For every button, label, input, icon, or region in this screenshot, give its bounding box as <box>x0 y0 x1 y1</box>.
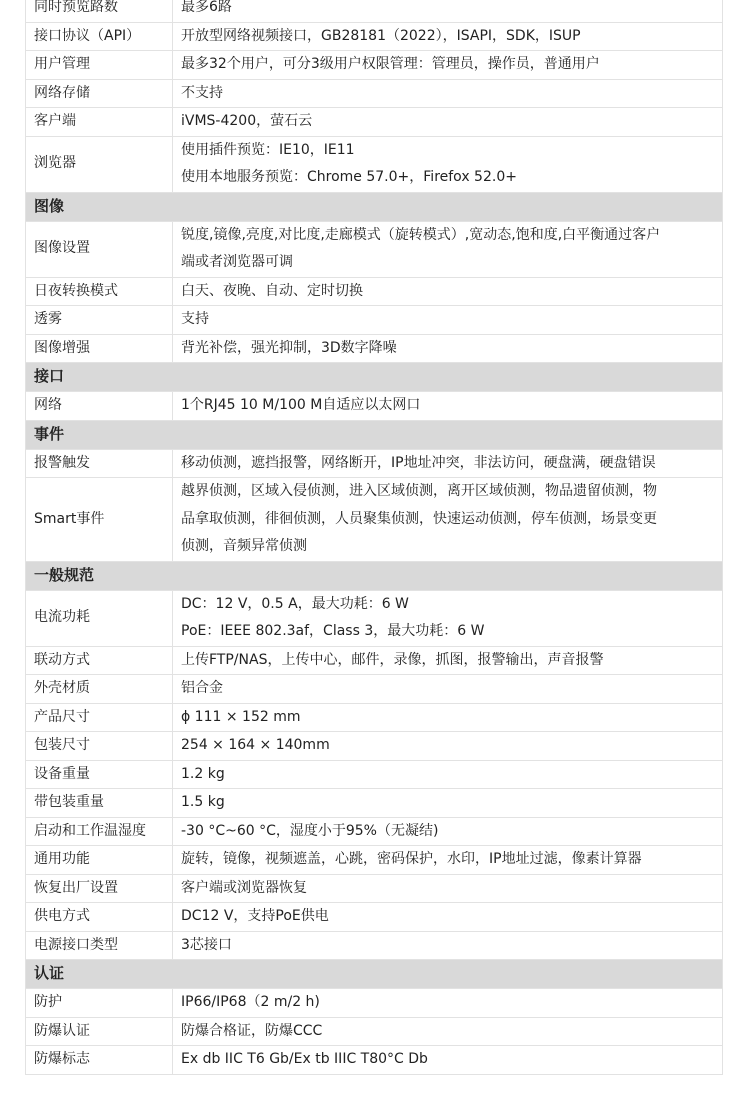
spec-key: 外壳材质 <box>26 675 173 704</box>
table-row <box>26 646 723 675</box>
spec-value <box>173 51 723 80</box>
spec-value-line: -30 °C~60 °C，湿度小于95%（无凝结) <box>181 822 439 839</box>
spec-value-line: 使用插件预览：IE10，IE11 <box>181 141 355 158</box>
spec-key: 启动和工作温湿度 <box>26 817 173 846</box>
table-row <box>26 874 723 903</box>
section-title: 图像 <box>26 192 723 221</box>
table-row <box>26 136 723 192</box>
spec-value-line: 端或者浏览器可调 <box>181 254 293 270</box>
spec-value <box>173 478 723 562</box>
table-row <box>26 703 723 732</box>
spec-value <box>173 0 723 22</box>
table-row <box>26 306 723 335</box>
section-header <box>26 192 723 221</box>
spec-value-line: IP66/IP68（2 m/2 h) <box>181 994 320 1010</box>
spec-value-line: 品拿取侦测，徘徊侦测，人员聚集侦测，快速运动侦测，停车侦测，场景变更 <box>181 510 657 527</box>
table-row <box>26 789 723 818</box>
spec-value <box>173 646 723 675</box>
spec-key: 图像设置 <box>26 221 173 277</box>
spec-value-line: DC：12 V，0.5 A，最大功耗：6 W <box>181 595 409 612</box>
spec-value-line: 最多32个用户，可分3级用户权限管理：管理员，操作员，普通用户 <box>181 56 600 72</box>
table-row <box>26 392 723 421</box>
spec-value <box>173 903 723 932</box>
spec-value-line: 旋转，镜像，视频遮盖，心跳，密码保护，水印，IP地址过滤，像素计算器 <box>181 851 642 867</box>
spec-key: 带包装重量 <box>26 789 173 818</box>
section-header <box>26 420 723 449</box>
table-row <box>26 79 723 108</box>
table-row <box>26 760 723 789</box>
spec-value <box>173 1046 723 1075</box>
spec-key: 供电方式 <box>26 903 173 932</box>
spec-key: 图像增强 <box>26 334 173 363</box>
spec-value-line: 客户端或浏览器恢复 <box>181 879 307 896</box>
table-row <box>26 1017 723 1046</box>
spec-key: 产品尺寸 <box>26 703 173 732</box>
spec-value-line: Ex db IIC T6 Gb/Ex tb IIIC T80°C Db <box>181 1051 428 1067</box>
spec-value-line: PoE：IEEE 802.3af，Class 3，最大功耗：6 W <box>181 623 485 639</box>
spec-key: 包装尺寸 <box>26 732 173 761</box>
spec-key: 网络 <box>26 392 173 421</box>
spec-value-line: 白天、夜晚、自动、定时切换 <box>181 282 363 299</box>
table-row <box>26 0 723 22</box>
spec-key: 防爆标志 <box>26 1046 173 1075</box>
spec-value <box>173 931 723 960</box>
spec-key: 防爆认证 <box>26 1017 173 1046</box>
spec-key: 电源接口类型 <box>26 931 173 960</box>
table-row <box>26 22 723 51</box>
spec-key: 客户端 <box>26 108 173 137</box>
table-row <box>26 931 723 960</box>
section-header <box>26 561 723 590</box>
spec-value-line: 上传FTP/NAS，上传中心，邮件，录像，抓图，报警输出，声音报警 <box>181 651 604 668</box>
spec-value-line: 侦测，音频异常侦测 <box>181 538 307 554</box>
section-header <box>26 363 723 392</box>
table-row <box>26 1046 723 1075</box>
spec-value-line: 最多6路 <box>181 0 232 15</box>
spec-value <box>173 79 723 108</box>
table-row <box>26 903 723 932</box>
spec-value-line: 铝合金 <box>181 680 223 696</box>
spec-value-line: 锐度,镜像,亮度,对比度,走廊模式（旋转模式）,宽动态,饱和度,白平衡通过客户 <box>181 226 661 243</box>
spec-value <box>173 449 723 478</box>
spec-value <box>173 108 723 137</box>
spec-value-line: 移动侦测，遮挡报警，网络断开，IP地址冲突，非法访问，硬盘满，硬盘错误 <box>181 454 656 471</box>
spec-value <box>173 874 723 903</box>
table-row <box>26 221 723 277</box>
spec-key: 联动方式 <box>26 646 173 675</box>
spec-value <box>173 817 723 846</box>
table-row <box>26 334 723 363</box>
spec-value-line: 防爆合格证，防爆CCC <box>181 1022 323 1039</box>
section-title: 接口 <box>26 363 723 392</box>
spec-value <box>173 590 723 646</box>
spec-key: 报警触发 <box>26 449 173 478</box>
spec-value <box>173 703 723 732</box>
spec-value <box>173 22 723 51</box>
spec-value <box>173 789 723 818</box>
spec-value-line: ϕ 111 × 152 mm <box>181 708 301 725</box>
spec-key: 通用功能 <box>26 846 173 875</box>
table-row <box>26 108 723 137</box>
spec-value <box>173 136 723 192</box>
spec-value <box>173 760 723 789</box>
table-row <box>26 51 723 80</box>
spec-key: 防护 <box>26 989 173 1018</box>
table-row <box>26 817 723 846</box>
spec-value-line: 支持 <box>181 311 209 327</box>
spec-key: 日夜转换模式 <box>26 277 173 306</box>
spec-value <box>173 675 723 704</box>
section-header <box>26 960 723 989</box>
table-row <box>26 846 723 875</box>
spec-table-body <box>26 0 723 1074</box>
spec-value-line: 背光补偿，强光抑制，3D数字降噪 <box>181 339 397 356</box>
table-row <box>26 675 723 704</box>
spec-value <box>173 732 723 761</box>
spec-value-line: 不支持 <box>181 84 223 101</box>
spec-value-line: 使用本地服务预览：Chrome 57.0+，Firefox 52.0+ <box>181 169 517 185</box>
table-row <box>26 449 723 478</box>
spec-value <box>173 392 723 421</box>
spec-key: 网络存储 <box>26 79 173 108</box>
section-title: 一般规范 <box>26 561 723 590</box>
spec-value <box>173 846 723 875</box>
spec-value <box>173 221 723 277</box>
table-row <box>26 732 723 761</box>
spec-value <box>173 989 723 1018</box>
spec-value <box>173 334 723 363</box>
spec-value-line: 1.5 kg <box>181 794 225 810</box>
spec-value-line: DC12 V，支持PoE供电 <box>181 908 329 924</box>
spec-value <box>173 306 723 335</box>
spec-key: 同时预览路数 <box>26 0 173 22</box>
spec-key: 接口协议（API） <box>26 22 173 51</box>
section-title: 事件 <box>26 420 723 449</box>
spec-table <box>25 0 723 1075</box>
spec-value-line: 1.2 kg <box>181 765 225 782</box>
spec-value-line: 254 × 164 × 140mm <box>181 737 330 753</box>
section-title: 认证 <box>26 960 723 989</box>
spec-value-line: 开放型网络视频接口，GB28181（2022），ISAPI，SDK，ISUP <box>181 27 581 44</box>
table-row <box>26 478 723 562</box>
spec-value-line: 1个RJ45 10 M/100 M自适应以太网口 <box>181 397 421 413</box>
table-row <box>26 590 723 646</box>
spec-value-line: 3芯接口 <box>181 936 232 953</box>
spec-key: Smart事件 <box>26 478 173 562</box>
spec-key: 电流功耗 <box>26 590 173 646</box>
spec-value <box>173 1017 723 1046</box>
spec-key: 恢复出厂设置 <box>26 874 173 903</box>
table-row <box>26 277 723 306</box>
spec-value-line: iVMS-4200，萤石云 <box>181 113 313 129</box>
spec-key: 浏览器 <box>26 136 173 192</box>
spec-value <box>173 277 723 306</box>
spec-value-line: 越界侦测，区域入侵侦测，进入区域侦测，离开区域侦测，物品遗留侦测，物 <box>181 483 657 499</box>
spec-key: 透雾 <box>26 306 173 335</box>
spec-key: 用户管理 <box>26 51 173 80</box>
spec-key: 设备重量 <box>26 760 173 789</box>
table-row <box>26 989 723 1018</box>
